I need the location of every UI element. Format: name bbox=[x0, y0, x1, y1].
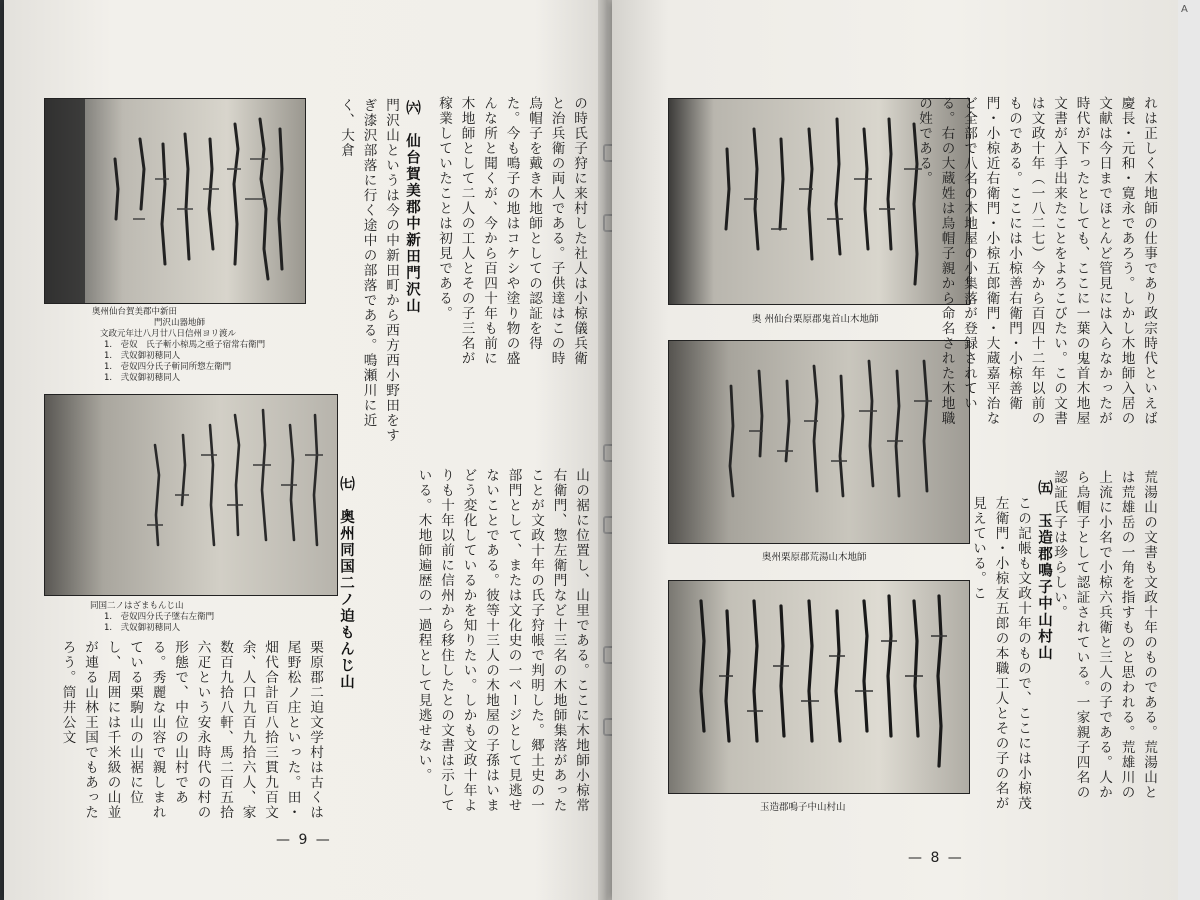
manuscript-photo-2 bbox=[44, 394, 338, 596]
edge-letter: A bbox=[1181, 4, 1188, 15]
manuscript-photo-4 bbox=[668, 340, 970, 544]
background-sheet bbox=[1178, 0, 1200, 900]
page-number-8: — 8 — bbox=[908, 850, 964, 866]
body-text-right-bottom: この記帳も文政十年のもので、ここには小椋茂左衛門・小椋友五郎の本職工人とその子の名が見えている。こ bbox=[970, 496, 1031, 811]
manuscript-photo-5-image bbox=[669, 581, 969, 793]
manuscript-photo-4-image bbox=[669, 341, 969, 543]
right-photo3-caption: 玉造郡鳴子中山村山 bbox=[760, 802, 846, 813]
left-page bbox=[4, 0, 608, 900]
photo1-caption-line-4: 1. 壱奴 氏子斬小椋馬之亟子宿常右衛門 bbox=[104, 340, 266, 350]
body-text-right-mid: 荒湯山の文書も文政十年のものである。荒湯山とは荒雄岳の一角を指すものと思われる。荒雄川の上流に小名で小椋六兵衛と三人の子である。人から烏帽子として認証されている。一家親子四名の認証氏子は珍らしい。 bbox=[1051, 470, 1157, 800]
section-heading-5: ㈤ 玉造郡鳴子中山村山 bbox=[1036, 480, 1052, 662]
right-page bbox=[612, 0, 1178, 900]
right-photo1-caption: 奥 州仙台栗原郡鬼首山木地師 bbox=[752, 314, 879, 325]
manuscript-photo-1 bbox=[44, 98, 306, 304]
page-number-9: — 9 — bbox=[276, 832, 332, 848]
right-photo2-caption: 奥州栗原郡荒湯山木地師 bbox=[762, 552, 867, 563]
photo1-caption-line-3: 文政元年辻八月廿八日信州ヨリ渡ル bbox=[100, 329, 237, 339]
photo1-caption-line-6: 1. 壱奴四分氏子斬同所惣左衛門 bbox=[104, 362, 232, 372]
photo2-caption-line-3: 1. 弐奴御初穂同人 bbox=[104, 623, 181, 633]
photo2-caption-line-1: 同国二ノはざまもんじ山 bbox=[90, 601, 184, 611]
manuscript-photo-1-image bbox=[45, 99, 305, 303]
photo1-caption-line-7: 1. 弐奴御初穂同人 bbox=[104, 373, 181, 383]
body-text-top-right: の時氏子狩に来村した社人は小椋儀兵衛と治兵衛の両人である。子供達はこの時烏帽子を戴き木地師としての認証を得た。今も鳴子の地はコケシや塗り物の盛んな所と聞くが、今から百四十年も前に木地師として二人の工人とその子三名が稼業していたことは初見である。 bbox=[436, 96, 587, 366]
photo2-caption-line-2: 1. 壱奴四分氏子墜右左衛門 bbox=[104, 612, 215, 622]
body-text-right-top: れは正しく木地師の仕事であり政宗時代といえば慶長・元和・寛永であろう。しかし木地師入居の文献は今日までほとんど管見には入らなかったが時代が下ったとしても、ここに一葉の鬼首木地屋文書が入手出来たことをよろこびたい。この文書は文政十年（一八二七）今から百四十二年以前のものである。ここには小椋善右衛門・小椋善衛門・小椋近右衛門・小椋五郎衛門・大蔵嘉平治など全部で八名の木地屋の小集落が登録されている。右の大蔵姓は烏帽子親から命名された木地職の姓である。 bbox=[916, 96, 1157, 426]
manuscript-photo-5 bbox=[668, 580, 970, 794]
section-heading-7: ㈦ 奥州同国二ノ迫もんじ山 bbox=[338, 476, 354, 691]
photo1-caption-line-2: 門沢山器地師 bbox=[154, 318, 206, 328]
photo1-caption-line-5: 1. 弐奴御初穂同人 bbox=[104, 351, 181, 361]
body-text-bottom-left: 栗原郡二迫文学村は古くは尾野松ノ庄といった。田・畑代合計百八拾三貫九百文余、人口九百九拾六人、家数百九拾八軒、馬二百五拾六疋という安永時代の村の形態で、中位の山村である。秀麗な山容で親しまれている栗駒山の山裾に位し、周囲には千米級の山並が連る山林王国でもあったろう。筒井公文 bbox=[59, 640, 323, 820]
body-text-top-left: 門沢山というは今の中新田町から西方西小野田をすぎ漆沢部落に行く途中の部落である。鳴瀬川に近く、大倉 bbox=[338, 98, 399, 443]
section-heading-6: ㈥ 仙台賀美郡中新田門沢山 bbox=[404, 100, 420, 315]
manuscript-photo-2-image bbox=[45, 395, 337, 595]
body-text-bottom-right: 山の裾に位置し、山里である。ここに木地師小椋常右衛門、惣左衛門など十三名の木地師集落があったことが文政十年の氏子狩帳で判明した。郷土史の一部門として、または文化史の一ページとして見逃せないことである。彼等十三人の木地屋の子孫はいまどう変化しているかを知りたい。しかも文政十年よりも十年以前に信州から移住したとの文書は示している。木地師遍歴の一過程として見逃せない。 bbox=[415, 468, 589, 813]
photo1-caption-line-1: 奥州仙台賀美郡中新田 bbox=[92, 307, 178, 317]
